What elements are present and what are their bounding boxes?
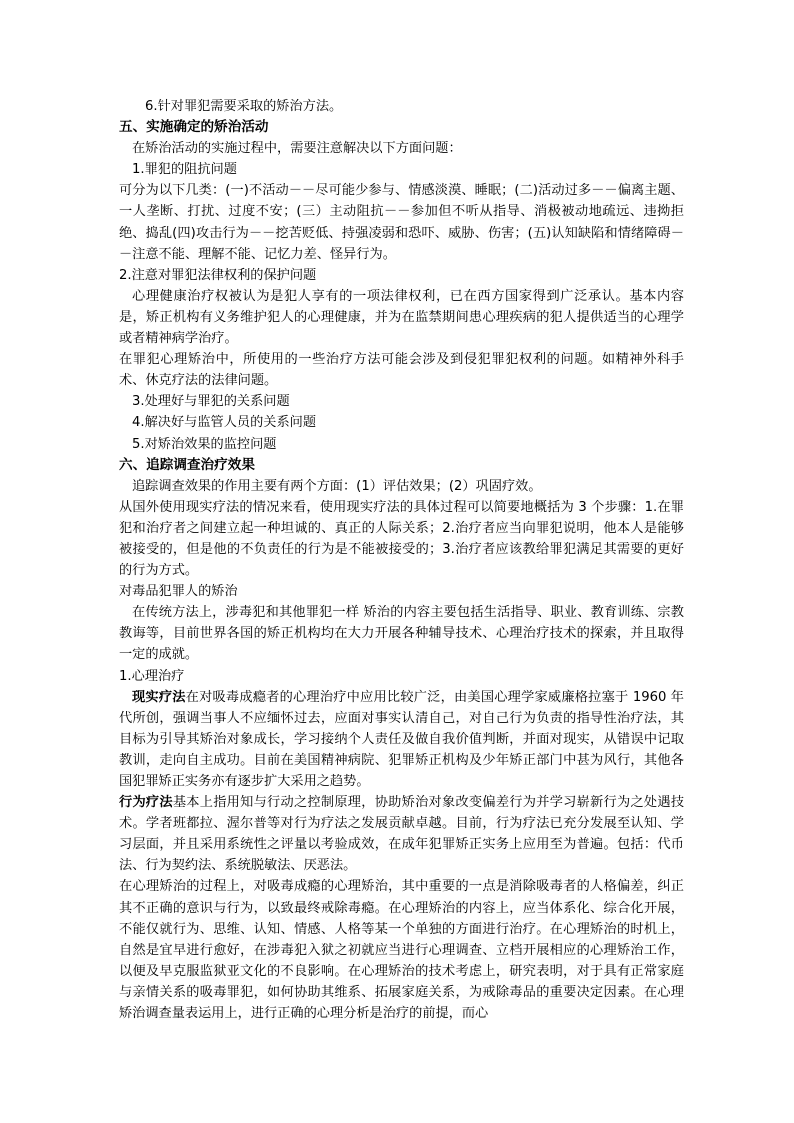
subheading-psychotherapy: 1.心理治疗 <box>119 668 185 684</box>
subheading-3: 3.处理好与罪犯的关系问题 <box>132 394 290 410</box>
term-reality-therapy: 现实疗法 <box>132 689 186 705</box>
paragraph-behavior-therapy-text: 基本上指用知与行动之控制原理，协助矫治对象改变偏差行为并学习崭新行为之处遇技术。学者班都拉、渥尔普等对行为疗法之发展贡献卓越。目前，行为疗法已充分发展至认知、学习层面，并且采用系统性之评量以考验成效，在成年犯罪矫正实务上应用至为普遍。包括：代币法、行为契约法、系统脱敏法、厌恶法。 <box>119 795 685 874</box>
paragraph-resistance: 可分为以下几类：(一)不活动－－尽可能少参与、情感淡漠、睡眠；(二)活动过多－－偏离主题、一人垄断、打扰、过度不安；(三）主动阻抗－－参加但不听从指导、消极被动地疏远、违拗拒绝、捣乱(四)攻击行为－－挖苦贬低、持强凌弱和恐吓、威胁、伤害；(五)认知缺陷和情绪障碍－－注意不能、理解不能、记忆力差、怪异行为。 <box>119 183 684 262</box>
list-item-6: 6.针对罪犯需要采取的矫治方法。 <box>145 99 343 114</box>
paragraph-traditional: 在传统方法上，涉毒犯和其他罪犯一样 矫治的内容主要包括生活指导、职业、教育训练、宗教教诲等，目前世界各国的矫正机构均在大力开展各种辅导技术、心理治疗技术的探索，并且取得一定的成就。 <box>119 605 684 663</box>
paragraph-behavior-therapy <box>119 792 684 876</box>
subheading-2: 2.注意对罪犯法律权利的保护问题 <box>119 267 317 283</box>
subheading-5: 5.对矫治效果的监控问题 <box>132 436 277 452</box>
paragraph-rights: 心理健康治疗权被认为是犯人享有的一项法律权利，已在西方国家得到广泛承认。基本内容是，矫正机构有义务维护犯人的心理健康，并为在监禁期间患心理疾病的犯人提供适当的心理学或者精神病学治疗。 <box>119 288 684 347</box>
paragraph-reality-therapy-text: 在对吸毒成瘾者的心理治疗中应用比较广泛，由美国心理学家威廉格拉塞于 1960 年代所创，强调当事人不应缅怀过去，应面对事实认清自己，对自己行为负责的指导性治疗法，其目标为引导其矫治对象成长，学习接纳个人责任及做自我价值判断，并面对现实，从错误中记取教训，走向自主成功。目前在美国精神病院、犯罪矫正机构及少年矫正部门中甚为风行，其他各国犯罪矫正实务亦有逐步扩大采用之趋势。 <box>119 689 684 789</box>
document-page <box>119 96 684 1024</box>
paragraph-rights-2: 在罪犯心理矫治中，所使用的一些治疗方法可能会涉及到侵犯罪犯权利的问题。如精神外科手术、休克疗法的法律问题。 <box>119 352 684 389</box>
section-heading-5: 五、实施确定的矫治活动 <box>119 119 269 136</box>
paragraph-reality-therapy <box>119 687 684 792</box>
subheading-drug-offenders: 对毒品犯罪人的矫治 <box>119 584 238 600</box>
paragraph-process: 在心理矫治的过程上，对吸毒成瘾的心理矫治，其中重要的一点是消除吸毒者的人格偏差，纠正其不正确的意识与行为，以致最终戒除毒瘾。在心理矫治的内容上，应当体系化、综合化开展，不能仅就行为、思维、认知、情感、人格等某一个单独的方面进行治疗。在心理矫治的时机上，自然是宜早进行愈好，在涉毒犯入狱之初就应当进行心理调查、立档开展相应的心理矫治工作，以便及早克服监狱亚文化的不良影响。在心理矫治的技术考虑上，研究表明，对于具有正常家庭与亲情关系的吸毒罪犯，如何协助其维系、拓展家庭关系，为戒除毒品的重要决定因素。在心理矫治调查量表运用上，进行正确的心理分析是治疗的前提，而心 <box>119 879 684 1022</box>
section-heading-6: 六、追踪调查治疗效果 <box>119 456 255 473</box>
paragraph-followup: 追踪调查效果的作用主要有两个方面：(1）评估效果；(2）巩固疗效。 <box>132 478 542 494</box>
subheading-1: 1.罪犯的阻抗问题 <box>132 162 237 178</box>
paragraph-intro: 在矫治活动的实施过程中，需要注意解决以下方面问题： <box>132 141 462 157</box>
paragraph-reality-steps: 从国外使用现实疗法的情况来看，使用现实疗法的具体过程可以简要地概括为 3 个步骤：1.在罪犯和治疗者之间建立起一种坦诚的、真正的人际关系；2.治疗者应当向罪犯说明，他本人是能够被接受的，但是他的不负责任的行为是不能被接受的；3.治疗者应该教给罪犯满足其需要的更好的行为方式。 <box>119 499 684 579</box>
term-behavior-therapy: 行为疗法 <box>119 795 173 811</box>
subheading-4: 4.解决好与监管人员的关系问题 <box>132 415 317 431</box>
